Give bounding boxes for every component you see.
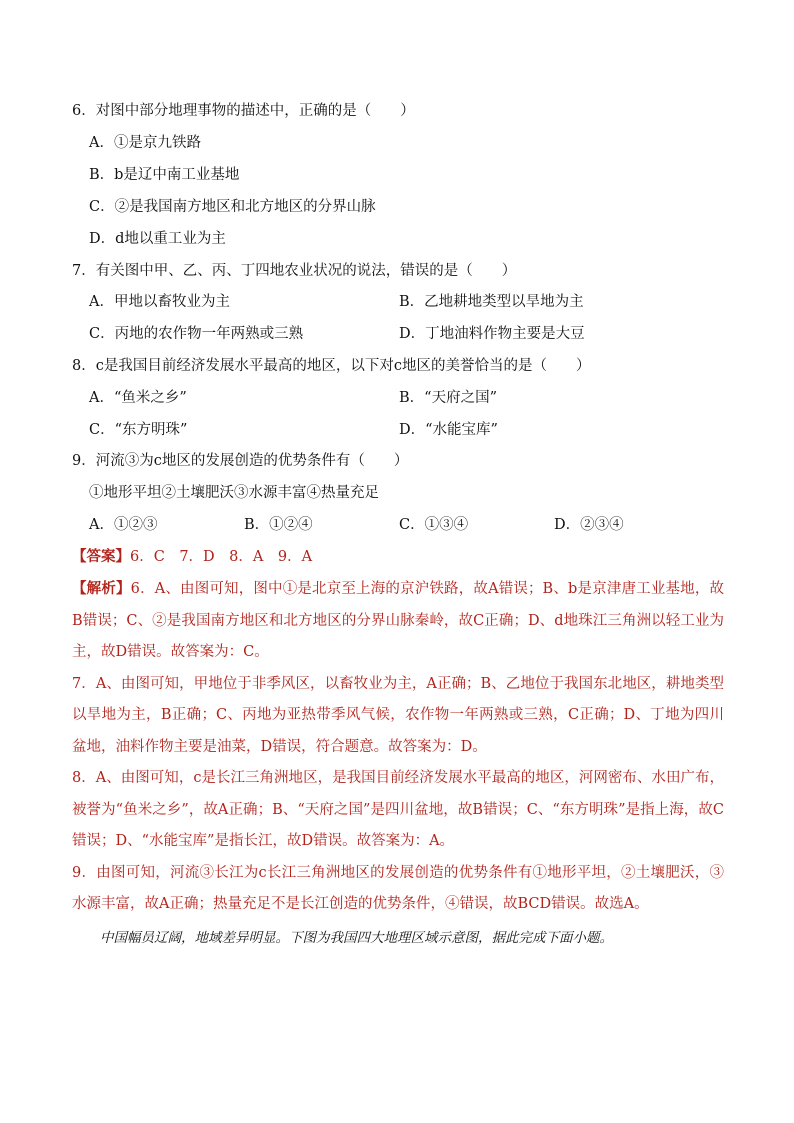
question-8-option-a: A．“鱼米之乡” [89, 390, 187, 406]
question-9-option-c: C．①③④ [399, 517, 469, 533]
analysis-q7: 7．A、由图可知，甲地位于非季风区，以畜牧业为主，A正确；B、乙地位于我国东北地区，耕地类型以旱地为主，B正确；C、丙地为亚热带季风气候，农作物一年两熟或三熟，C正确；D、丁地为四川盆地，油料作物主要是油菜，D错误，符合题意。故答案为：D。 [72, 675, 724, 755]
question-9-option-d: D．②③④ [554, 517, 624, 533]
question-9-conditions: ①地形平坦②土壤肥沃③水源丰富④热量充足 [89, 485, 379, 501]
question-7-option-b: B．乙地耕地类型以旱地为主 [399, 294, 584, 310]
analysis-q6-text: 6．A、由图可知，图中①是北京至上海的京沪铁路，故A错误；B、b是京津唐工业基地，故B错误；C、②是我国南方地区和北方地区的分界山脉秦岭，故C正确；D、d地珠江三角洲以轻工业为主，故D错误。故答案为：C。 [72, 581, 724, 660]
question-8-option-b: B．“天府之国” [399, 390, 497, 406]
analysis-tag: 【解析】 [72, 580, 131, 597]
question-6-option-b: B．b是辽中南工业基地 [89, 167, 240, 183]
question-9-option-b: B．①②④ [244, 517, 313, 533]
question-9-option-a: A．①②③ [89, 517, 158, 533]
question-6-stem: 6．对图中部分地理事物的描述中，正确的是（ ） [72, 103, 415, 119]
question-9-stem: 9．河流③为c地区的发展创造的优势条件有（ ） [72, 453, 409, 469]
answer-text: 6．C 7．D 8．A 9．A [130, 549, 313, 565]
question-7-option-d: D．丁地油料作物主要是大豆 [399, 326, 585, 342]
question-8-option-c: C．“东方明珠” [89, 422, 188, 438]
question-6-option-c: C．②是我国南方地区和北方地区的分界山脉 [89, 199, 376, 215]
question-8-option-d: D．“水能宝库” [399, 422, 498, 438]
answer-tag: 【答案】 [72, 548, 130, 565]
analysis-block [72, 573, 724, 921]
analysis-q8: 8．A、由图可知，c是长江三角洲地区，是我国目前经济发展水平最高的地区，河网密布、水田广布，被誉为“鱼米之乡”，故A正确；B、“天府之国”是四川盆地，故B错误；C、“东方明珠”是指上海，故C错误；D、“水能宝库”是指长江，故D错误。故答案为：A。 [72, 770, 724, 849]
question-7-option-a: A．甲地以畜牧业为主 [89, 294, 230, 310]
question-6-option-a: A．①是京九铁路 [89, 135, 201, 151]
answer-line [72, 547, 312, 567]
question-7-option-c: C．丙地的农作物一年两熟或三熟 [89, 326, 304, 342]
analysis-q9: 9．由图可知，河流③长江为c长江三角洲地区的发展创造的优势条件有①地形平坦，②土壤肥沃，③水源丰富，故A正确；热量充足不是长江创造的优势条件，④错误，故BCD错误。故选A。 [72, 864, 724, 912]
question-7-stem: 7．有关图中甲、乙、丙、丁四地农业状况的说法，错误的是（ ） [72, 263, 517, 279]
question-6-option-d: D．d地以重工业为主 [89, 231, 226, 247]
next-section-intro: 中国幅员辽阔，地域差异明显。下图为我国四大地理区域示意图，据此完成下面小题。 [100, 930, 613, 946]
question-8-stem: 8．c是我国目前经济发展水平最高的地区，以下对c地区的美誉恰当的是（ ） [72, 358, 591, 374]
analysis-q6 [72, 573, 724, 669]
